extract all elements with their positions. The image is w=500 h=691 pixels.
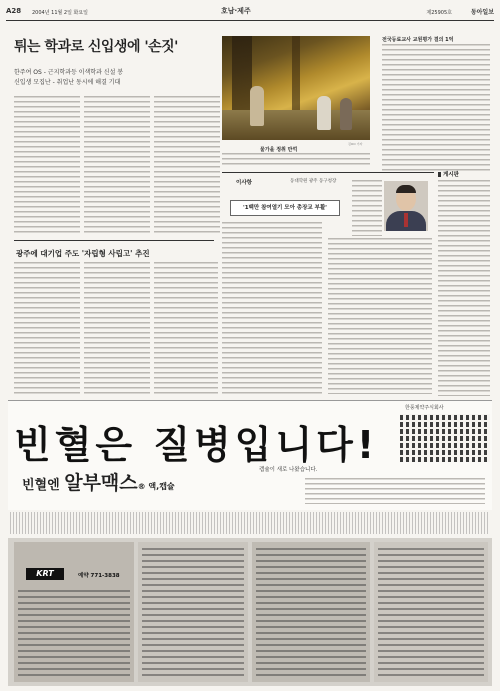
travel-listings xyxy=(256,548,366,678)
ad-product-suffix: ® 액,캡슐 xyxy=(137,482,175,491)
column-body xyxy=(328,238,432,394)
autumn-photo xyxy=(222,36,370,140)
second-article-body xyxy=(84,262,150,394)
article-body-column xyxy=(14,96,80,236)
lead-line-1: 한주여 OS - 근지학과등 이색학과 신설 봉 xyxy=(14,69,124,76)
photo-caption-text xyxy=(222,153,370,167)
sidebar-text xyxy=(382,44,490,172)
column-author: 이사항 xyxy=(236,180,252,186)
article-divider xyxy=(14,240,214,241)
article-lead xyxy=(14,68,222,88)
issue-number: 제25905호 xyxy=(426,10,452,16)
ad-product-prefix: 빈혈엔 xyxy=(22,478,60,493)
author-bio xyxy=(352,180,382,236)
author-portrait xyxy=(384,181,428,231)
section-title: 호남·제주 xyxy=(221,7,251,15)
ad-footer-strip xyxy=(10,512,490,534)
second-article-headline: 광주에 대기업 주도 '자립형 사립고' 추진 xyxy=(16,249,150,258)
lead-line-2: 신입생 모집난 - 취업난 동시에 해결 기대 xyxy=(14,79,121,86)
column-headline: '1백만 참여열기 모아 총장교 부활' xyxy=(230,200,340,216)
paper-name: 동아일보 xyxy=(470,9,494,16)
krt-logo: KRT xyxy=(26,568,64,580)
column-body xyxy=(222,222,322,394)
second-article-body xyxy=(14,262,80,394)
travel-listings xyxy=(142,548,244,678)
header-rule xyxy=(6,20,494,21)
ad-brand-name: 한풍제약주식회사 xyxy=(405,405,444,411)
ad-tagline: 캡슐이 새로 나왔습니다. xyxy=(259,467,318,473)
article-headline: 튀는 학과로 신입생에 '손짓' xyxy=(14,39,178,55)
ad-fine-print xyxy=(305,478,485,504)
ad-product-name: 알부맥스 xyxy=(64,472,138,494)
photo-caption-title: 물가을 정취 만끽 xyxy=(260,147,298,153)
article-body-column xyxy=(154,96,220,236)
article-body-column xyxy=(84,96,150,236)
section-divider xyxy=(222,172,434,173)
travel-listings xyxy=(18,590,130,678)
bulletin-text xyxy=(438,180,490,396)
second-article-body xyxy=(154,262,218,394)
ad-pattern-overlay xyxy=(400,414,490,462)
page-header xyxy=(6,6,494,18)
page-number: A28 xyxy=(6,7,22,15)
ad-headline: 빈혈은 질병입니다! xyxy=(14,423,379,467)
sidebar-label: 게시판 xyxy=(438,170,459,178)
sidebar-headline: 전국등료교사 교원평가 결의 1억 xyxy=(382,37,454,43)
travel-listings xyxy=(378,548,484,678)
ad-product-line xyxy=(22,468,175,495)
publication-date: 2004년 11월 2일 화요일 xyxy=(32,10,89,16)
column-author-role: 동대학원 광주 동구청장 xyxy=(290,179,337,184)
photo-credit: 김OO 기자 xyxy=(348,142,363,146)
krt-phone-number: 예약 771-3838 xyxy=(78,573,120,579)
